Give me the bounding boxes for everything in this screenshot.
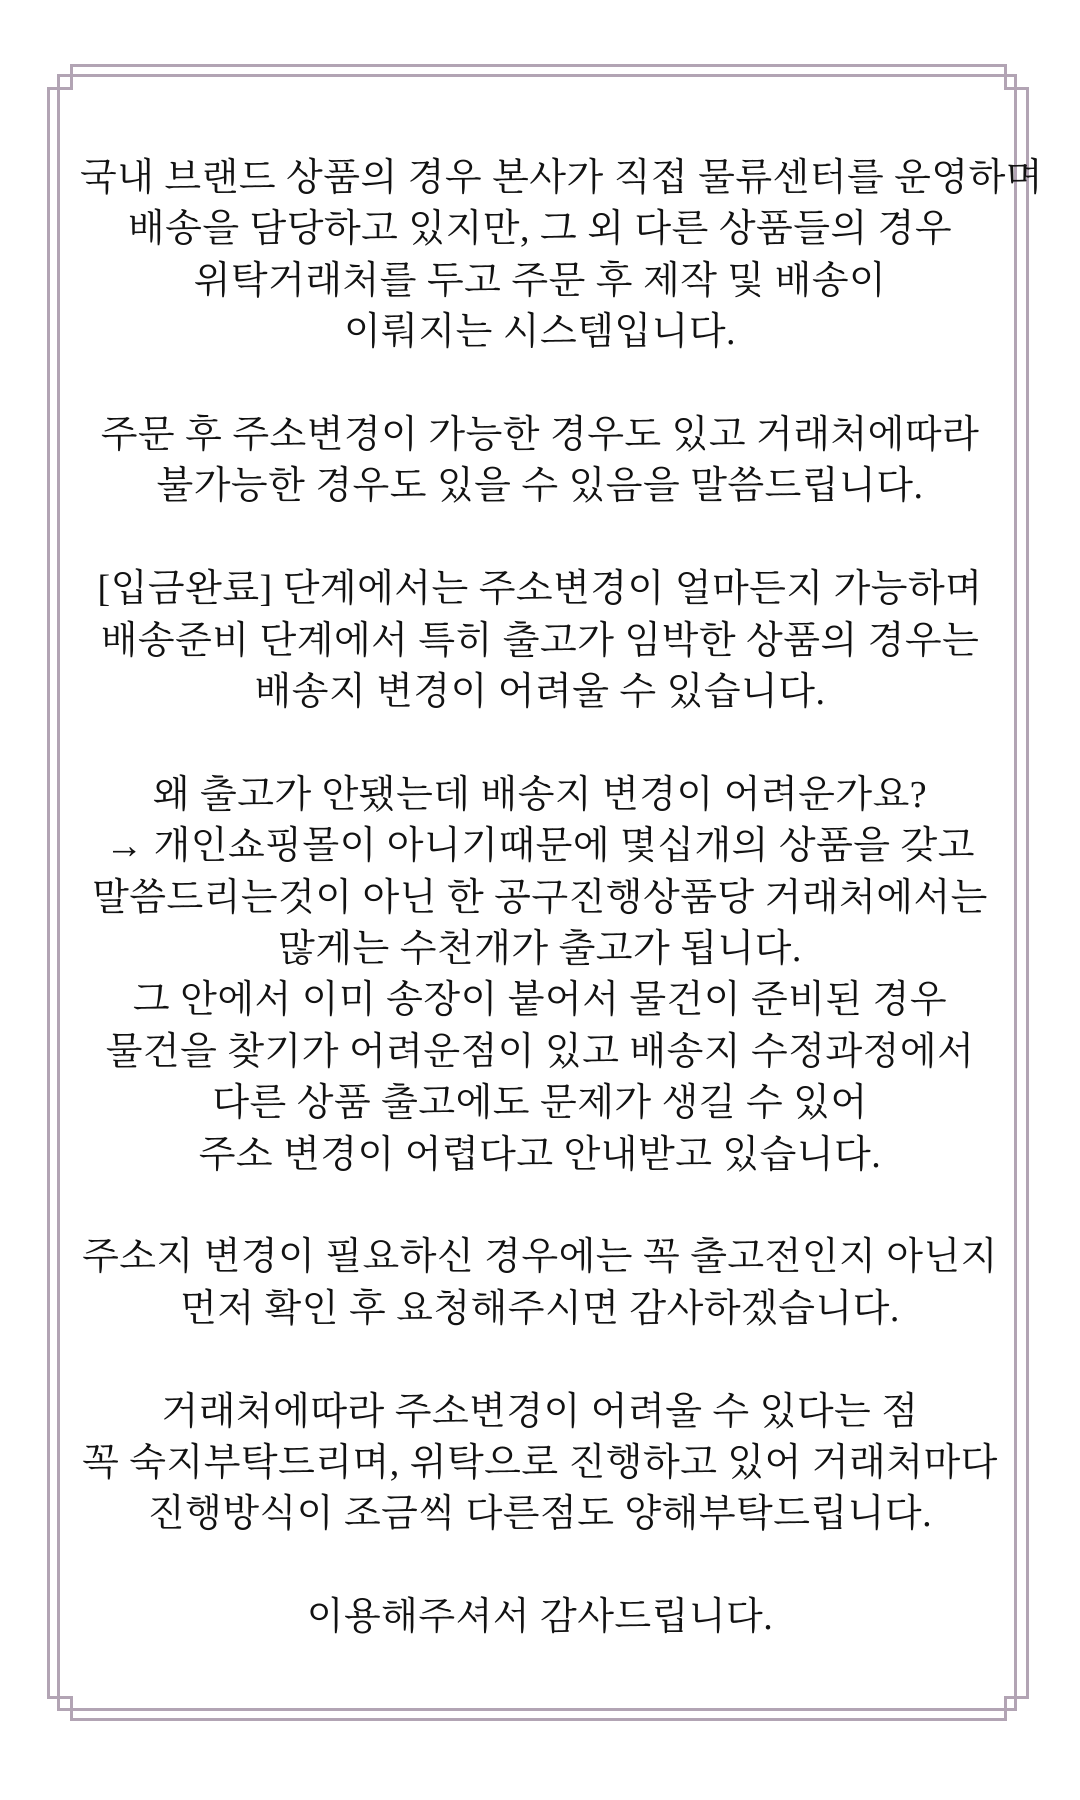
text-line: [입금완료] 단계에서는 주소변경이 얼마든지 가능하며 [97,568,983,611]
text-line: 이뤄지는 시스템입니다. [343,311,737,354]
text-line: 이용해주셔서 감사드립니다. [306,1596,774,1639]
text-line: 먼저 확인 후 요청해주시면 감사하겠습니다. [180,1287,900,1330]
text-line: 그 안에서 이미 송장이 붙어서 물건이 준비된 경우 [132,979,948,1022]
text-line: 배송준비 단계에서 특히 출고가 임박한 상품의 경우는 [100,619,980,662]
text-line: 많게는 수천개가 출고가 됩니다. [278,928,802,971]
text-line: 꼭 숙지부탁드리며, 위탁으로 진행하고 있어 거래처마다 [82,1442,998,1485]
text-line: 다른 상품 출고에도 문제가 생길 수 있어 [212,1082,868,1125]
paragraph [80,153,1043,359]
paragraph [80,410,1000,513]
paragraph [80,770,1000,1181]
paragraph [80,1592,1000,1643]
text-line: 주문 후 주소변경이 가능한 경우도 있고 거래처에따라 [100,414,980,457]
text-line: 거래처에따라 주소변경이 어려울 수 있다는 점 [161,1390,919,1433]
text-line: 물건을 찾기가 어려운점이 있고 배송지 수정과정에서 [105,1030,975,1073]
notice-text [80,153,1043,1644]
text-line: 배송지 변경이 어려울 수 있습니다. [254,671,826,714]
text-line: 주소지 변경이 필요하신 경우에는 꼭 출고전인지 아닌지 [82,1236,998,1279]
text-line: 왜 출고가 안됐는데 배송지 변경이 어려운가요? [152,773,928,816]
paragraph [80,564,1000,718]
text-line: 불가능한 경우도 있을 수 있음을 말씀드립니다. [156,465,924,508]
text-line: 주소 변경이 어렵다고 안내받고 있습니다. [198,1133,882,1176]
text-line: 배송을 담당하고 있지만, 그 외 다른 상품들의 경우 [127,208,953,251]
text-line: 국내 브랜드 상품의 경우 본사가 직접 물류센터를 운영하며 [80,157,1043,199]
text-line: 위탁거래처를 두고 주문 후 제작 및 배송이 [193,259,887,302]
text-line: 진행방식이 조금씩 다른점도 양해부탁드립니다. [147,1493,933,1536]
text-line: 말씀드리는것이 아닌 한 공구진행상품당 거래처에서는 [92,876,988,919]
paragraph [80,1232,1000,1335]
text-line: → 개인쇼핑몰이 아니기때문에 몇십개의 상품을 갖고 [105,825,975,868]
paragraph [80,1387,1000,1541]
